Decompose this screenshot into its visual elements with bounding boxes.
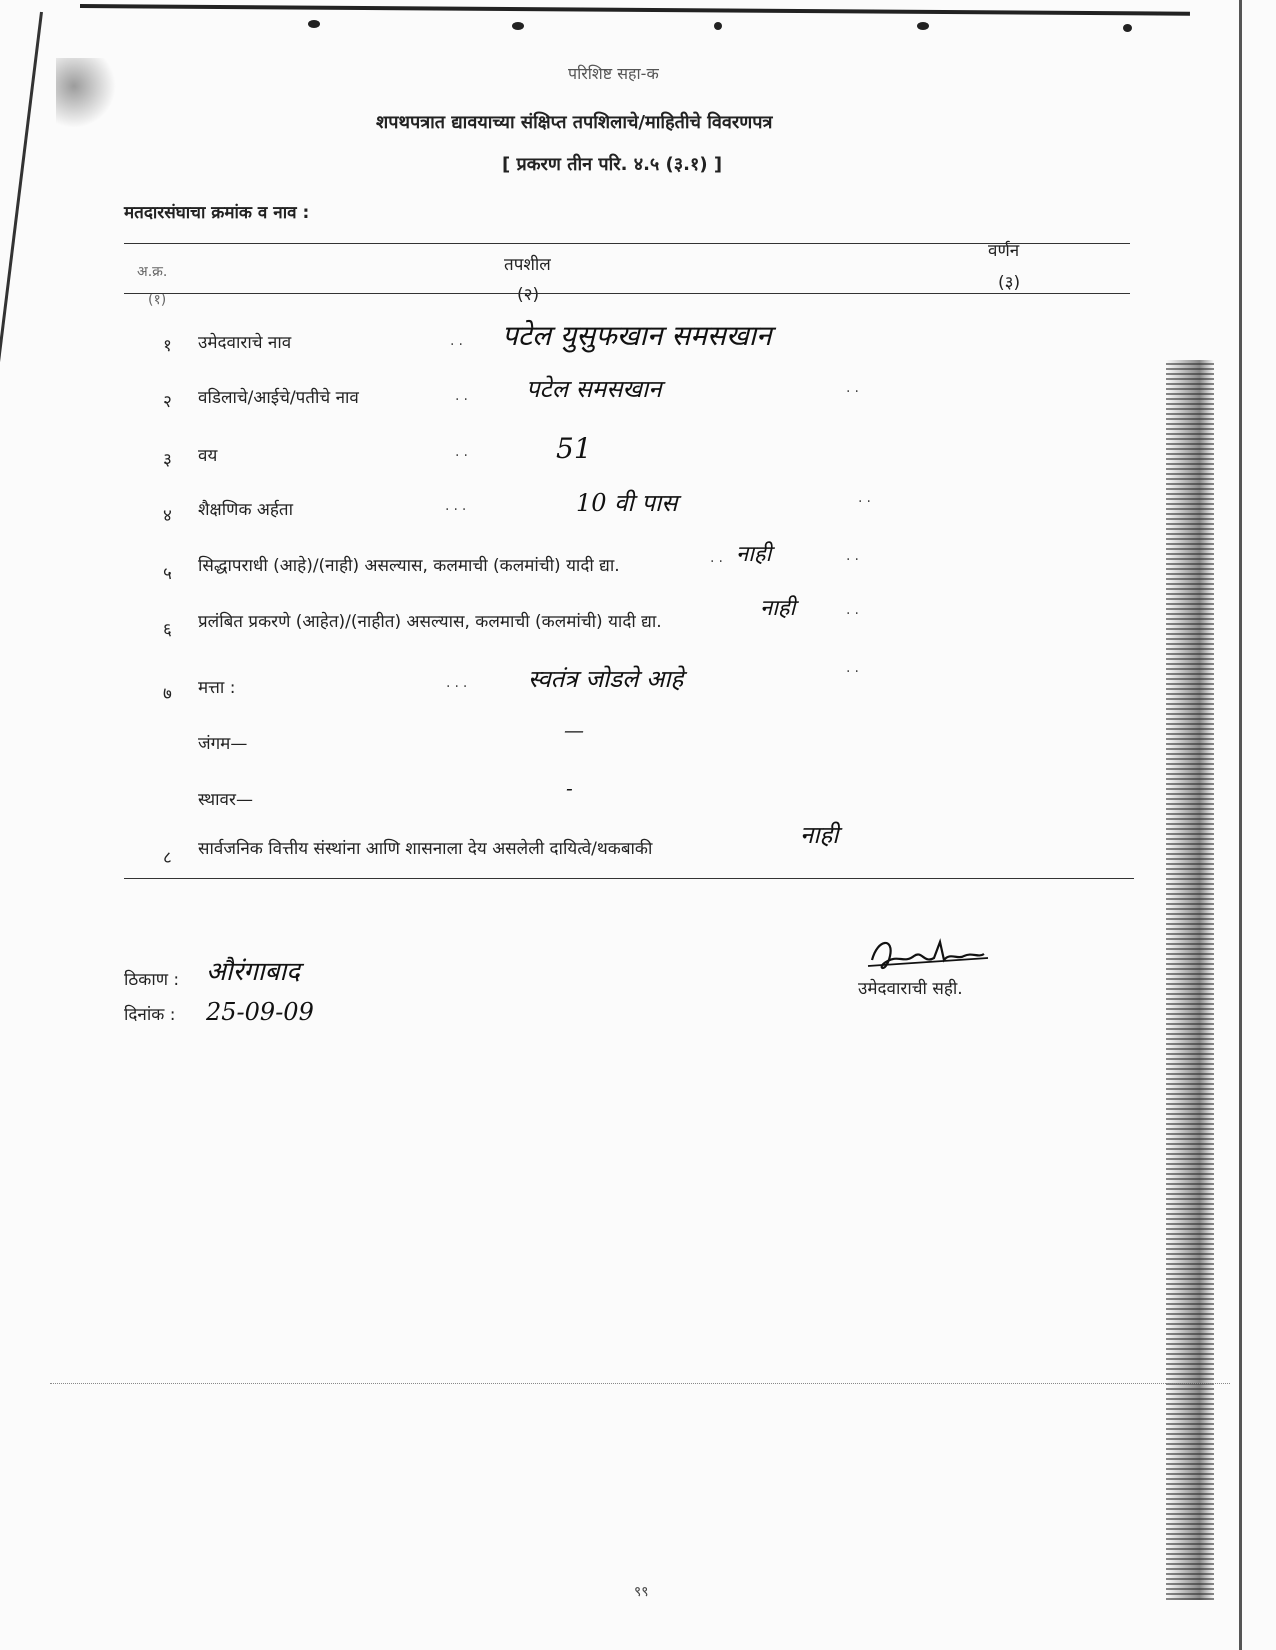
leader-dots: ..: [455, 444, 472, 460]
row-value-handwritten: —: [564, 718, 584, 742]
page-fold-left: [0, 12, 43, 528]
col-description-number: (३): [998, 273, 1021, 293]
constituency-label: मतदारसंघाचा क्रमांक व नाव :: [124, 203, 310, 223]
leader-dots: ..: [846, 380, 863, 396]
leader-dots: ...: [446, 675, 472, 691]
row-label: सार्वजनिक वित्तीय संस्थांना आणि शासनाला देय असलेली दायित्वे/थकबाकी: [198, 839, 653, 859]
punch-mark: [512, 22, 524, 30]
row-value-handwritten: पटेल समसखान: [526, 375, 662, 403]
col-details-number: (२): [517, 285, 540, 305]
document-title: शपथपत्रात द्यावयाच्या संक्षिप्त तपशिलाचे/माहितीचे विवरणपत्र: [376, 112, 773, 133]
document-reference: [ प्रकरण तीन परि. ४.५ (३.१) ]: [502, 154, 723, 175]
row-value-handwritten: नाही: [736, 542, 772, 567]
leader-dots: ..: [455, 388, 472, 404]
punch-mark: [308, 20, 320, 28]
scan-border: [1239, 0, 1242, 1650]
row-value-handwritten: स्वतंत्र जोडले आहे: [528, 665, 684, 693]
row-number: ७: [163, 684, 172, 704]
row-value-handwritten: 51: [556, 432, 592, 465]
row-label: प्रलंबित प्रकरणे (आहेत)/(नाहीत) असल्यास, कलमाची (कलमांची) यादी द्या.: [198, 612, 662, 632]
appendix-label: परिशिष्ट सहा-क: [568, 64, 659, 83]
punch-mark: [714, 22, 722, 30]
row-value-handwritten: -: [566, 776, 573, 800]
row-label: उमेदवाराचे नाव: [198, 333, 292, 353]
row-number: ५: [163, 564, 172, 584]
row-value-handwritten: नाही: [800, 821, 839, 849]
row-label: स्थावर—: [198, 790, 253, 810]
row-value-handwritten: 10 वी पास: [576, 489, 678, 517]
leader-dots: ..: [450, 333, 467, 349]
row-number: ३: [163, 450, 172, 470]
col-description-label: वर्णन: [988, 241, 1020, 261]
leader-dots: ..: [846, 602, 863, 618]
col-serial-label: अ.क्र.: [137, 264, 168, 280]
scan-shadow: [1166, 360, 1214, 1600]
row-number: १: [163, 336, 172, 356]
date-label: दिनांक :: [124, 1005, 176, 1025]
row-label: जंगम—: [198, 734, 248, 754]
signature-label: उमेदवाराची सही.: [858, 979, 963, 999]
row-number: २: [163, 392, 172, 412]
row-label: वय: [198, 446, 218, 466]
place-label: ठिकाण :: [124, 970, 180, 990]
leader-dots: ..: [710, 550, 727, 566]
row-label: मत्ता :: [198, 678, 236, 698]
place-value-handwritten: औरंगाबाद: [206, 957, 300, 987]
row-value-handwritten: नाही: [760, 596, 796, 621]
row-number: ४: [163, 506, 172, 526]
row-label: सिद्धापराधी (आहे)/(नाही) असल्यास, कलमाची (कलमांची) यादी द्या.: [198, 556, 620, 576]
row-number: ८: [163, 848, 172, 868]
table-bottom-rule: [124, 878, 1134, 879]
candidate-signature: [864, 934, 994, 974]
leader-dots: ..: [846, 548, 863, 564]
col-serial-number: (१): [148, 292, 167, 308]
table-top-rule: [124, 243, 1130, 244]
row-number: ६: [163, 620, 172, 640]
page-number: ९९: [634, 1584, 649, 1600]
corner-smudge: [56, 58, 116, 128]
leader-dots: ...: [445, 498, 471, 514]
row-value-handwritten: पटेल युसुफखान समसखान: [502, 319, 772, 352]
col-details-label: तपशील: [504, 255, 551, 275]
scan-noise-line: [50, 1383, 1230, 1384]
table-header-rule: [124, 293, 1130, 294]
page-fold-edge: [80, 4, 1190, 16]
punch-mark: [917, 22, 929, 30]
row-label: शैक्षणिक अर्हता: [198, 500, 294, 520]
date-value-handwritten: 25-09-09: [206, 998, 314, 1026]
row-label: वडिलाचे/आईचे/पतीचे नाव: [198, 388, 359, 408]
leader-dots: ..: [846, 660, 863, 676]
punch-mark: [1123, 24, 1132, 32]
leader-dots: ..: [858, 490, 875, 506]
